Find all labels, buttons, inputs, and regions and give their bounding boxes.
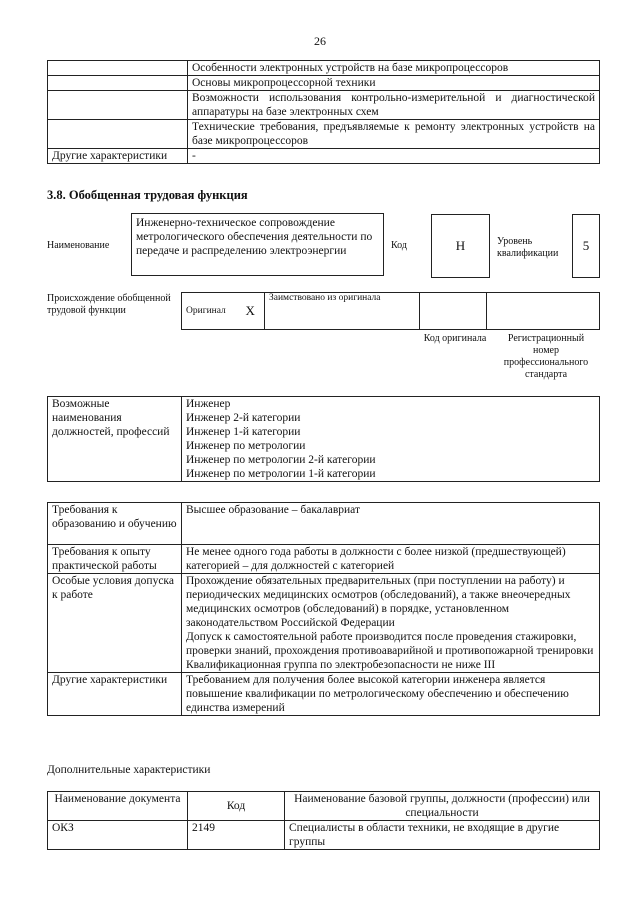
borrowed-label: Заимствовано из оригинала <box>265 293 420 330</box>
top-table <box>47 60 600 164</box>
code-value: H <box>455 238 466 253</box>
table-cell: Основы микропроцессорной техники <box>188 76 600 91</box>
origin-label: Происхождение обобщенной трудовой функции <box>47 293 171 316</box>
requirement-label: Особые условия допуска к работе <box>48 574 182 673</box>
table-cell: 2149 <box>188 821 285 850</box>
table-cell: Специалисты в области техники, не входящие в другие группы <box>285 821 600 850</box>
additional-title: Дополнительные характеристики <box>47 764 211 776</box>
requirement-paragraph: Квалификационная группа по электробезопасности не ниже III <box>186 659 496 671</box>
list-item: Инженер 2-й категории <box>186 412 301 424</box>
requirement-paragraph: Допуск к самостоятельной работе производится после проведения стажировки, проверки знаний, прохождения противоаварийной и противопожарной тренировки <box>186 631 594 657</box>
list-item: Инженер по метрологии 1-й категории <box>186 468 376 480</box>
original-mark: X <box>237 293 265 330</box>
table-header: Код <box>188 792 285 821</box>
list-item: Инженер по метрологии <box>186 440 306 452</box>
page-number: 26 <box>314 34 326 48</box>
requirement-value: Высшее образование – бакалавриат <box>182 503 600 545</box>
level-label: Уровень квалификации <box>497 236 559 259</box>
table-cell: Технические требования, предъявляемые к ремонту электронных устройств на базе микропроцессоров <box>188 120 600 149</box>
code-label: Код <box>391 240 407 251</box>
list-item: Инженер по метрологии 2-й категории <box>186 454 376 466</box>
additional-table <box>47 791 600 850</box>
requirement-label: Требования к опыту практической работы <box>48 545 182 574</box>
requirement-value: Не менее одного года работы в должности с более низкой (предшествующей) категорией – для должностей с категорией <box>182 545 600 574</box>
list-item: Инженер 1-й категории <box>186 426 301 438</box>
requirement-value: Требованием для получения более высокой категории инженера является повышение квалификации по метрологическому обеспечению и обеспечению единства измерений <box>182 673 600 716</box>
name-label: Наименование <box>47 240 110 251</box>
table-header: Наименование базовой группы, должности (профессии) или специальности <box>285 792 600 821</box>
positions-table <box>47 396 600 482</box>
requirements-table <box>47 502 600 716</box>
function-name-value: Инженерно-техническое сопровождение метрологического обеспечения деятельности по передаче и распределению электроэнергии <box>136 217 373 257</box>
original-label: Оригинал <box>182 293 237 330</box>
positions-list <box>182 397 600 482</box>
requirement-paragraph: Прохождение обязательных предварительных (при поступлении на работу) и периодических медицинских осмотров (обследований), а также внеочередных медицинских осмотров (обследований) в порядке, установленном законодательством Российской Федерации <box>186 575 571 629</box>
requirement-value <box>182 574 600 673</box>
reg-number-label: Регистрационный номер профессионального стандарта <box>503 333 589 380</box>
table-cell: Особенности электронных устройств на базе микропроцессоров <box>188 61 600 76</box>
table-row <box>48 821 600 850</box>
section-title: 3.8. Обобщенная трудовая функция <box>47 188 248 202</box>
code-original-label: Код оригинала <box>423 333 487 344</box>
requirement-label: Требования к образованию и обучению <box>48 503 182 545</box>
positions-label: Возможные наименования должностей, профессий <box>48 397 182 482</box>
level-box <box>572 214 600 278</box>
level-value: 5 <box>582 238 590 253</box>
table-header: Наименование документа <box>48 792 188 821</box>
code-box <box>431 214 490 278</box>
function-name-box <box>131 213 384 276</box>
requirement-label: Другие характеристики <box>48 673 182 716</box>
list-item: Инженер <box>186 398 231 410</box>
other-characteristics-value: - <box>188 149 600 164</box>
table-cell: ОКЗ <box>48 821 188 850</box>
origin-table <box>181 292 600 330</box>
table-cell: Возможности использования контрольно-измерительной и диагностической аппаратуры на базе электронных схем <box>188 91 600 120</box>
other-characteristics-label: Другие характеристики <box>48 149 188 164</box>
